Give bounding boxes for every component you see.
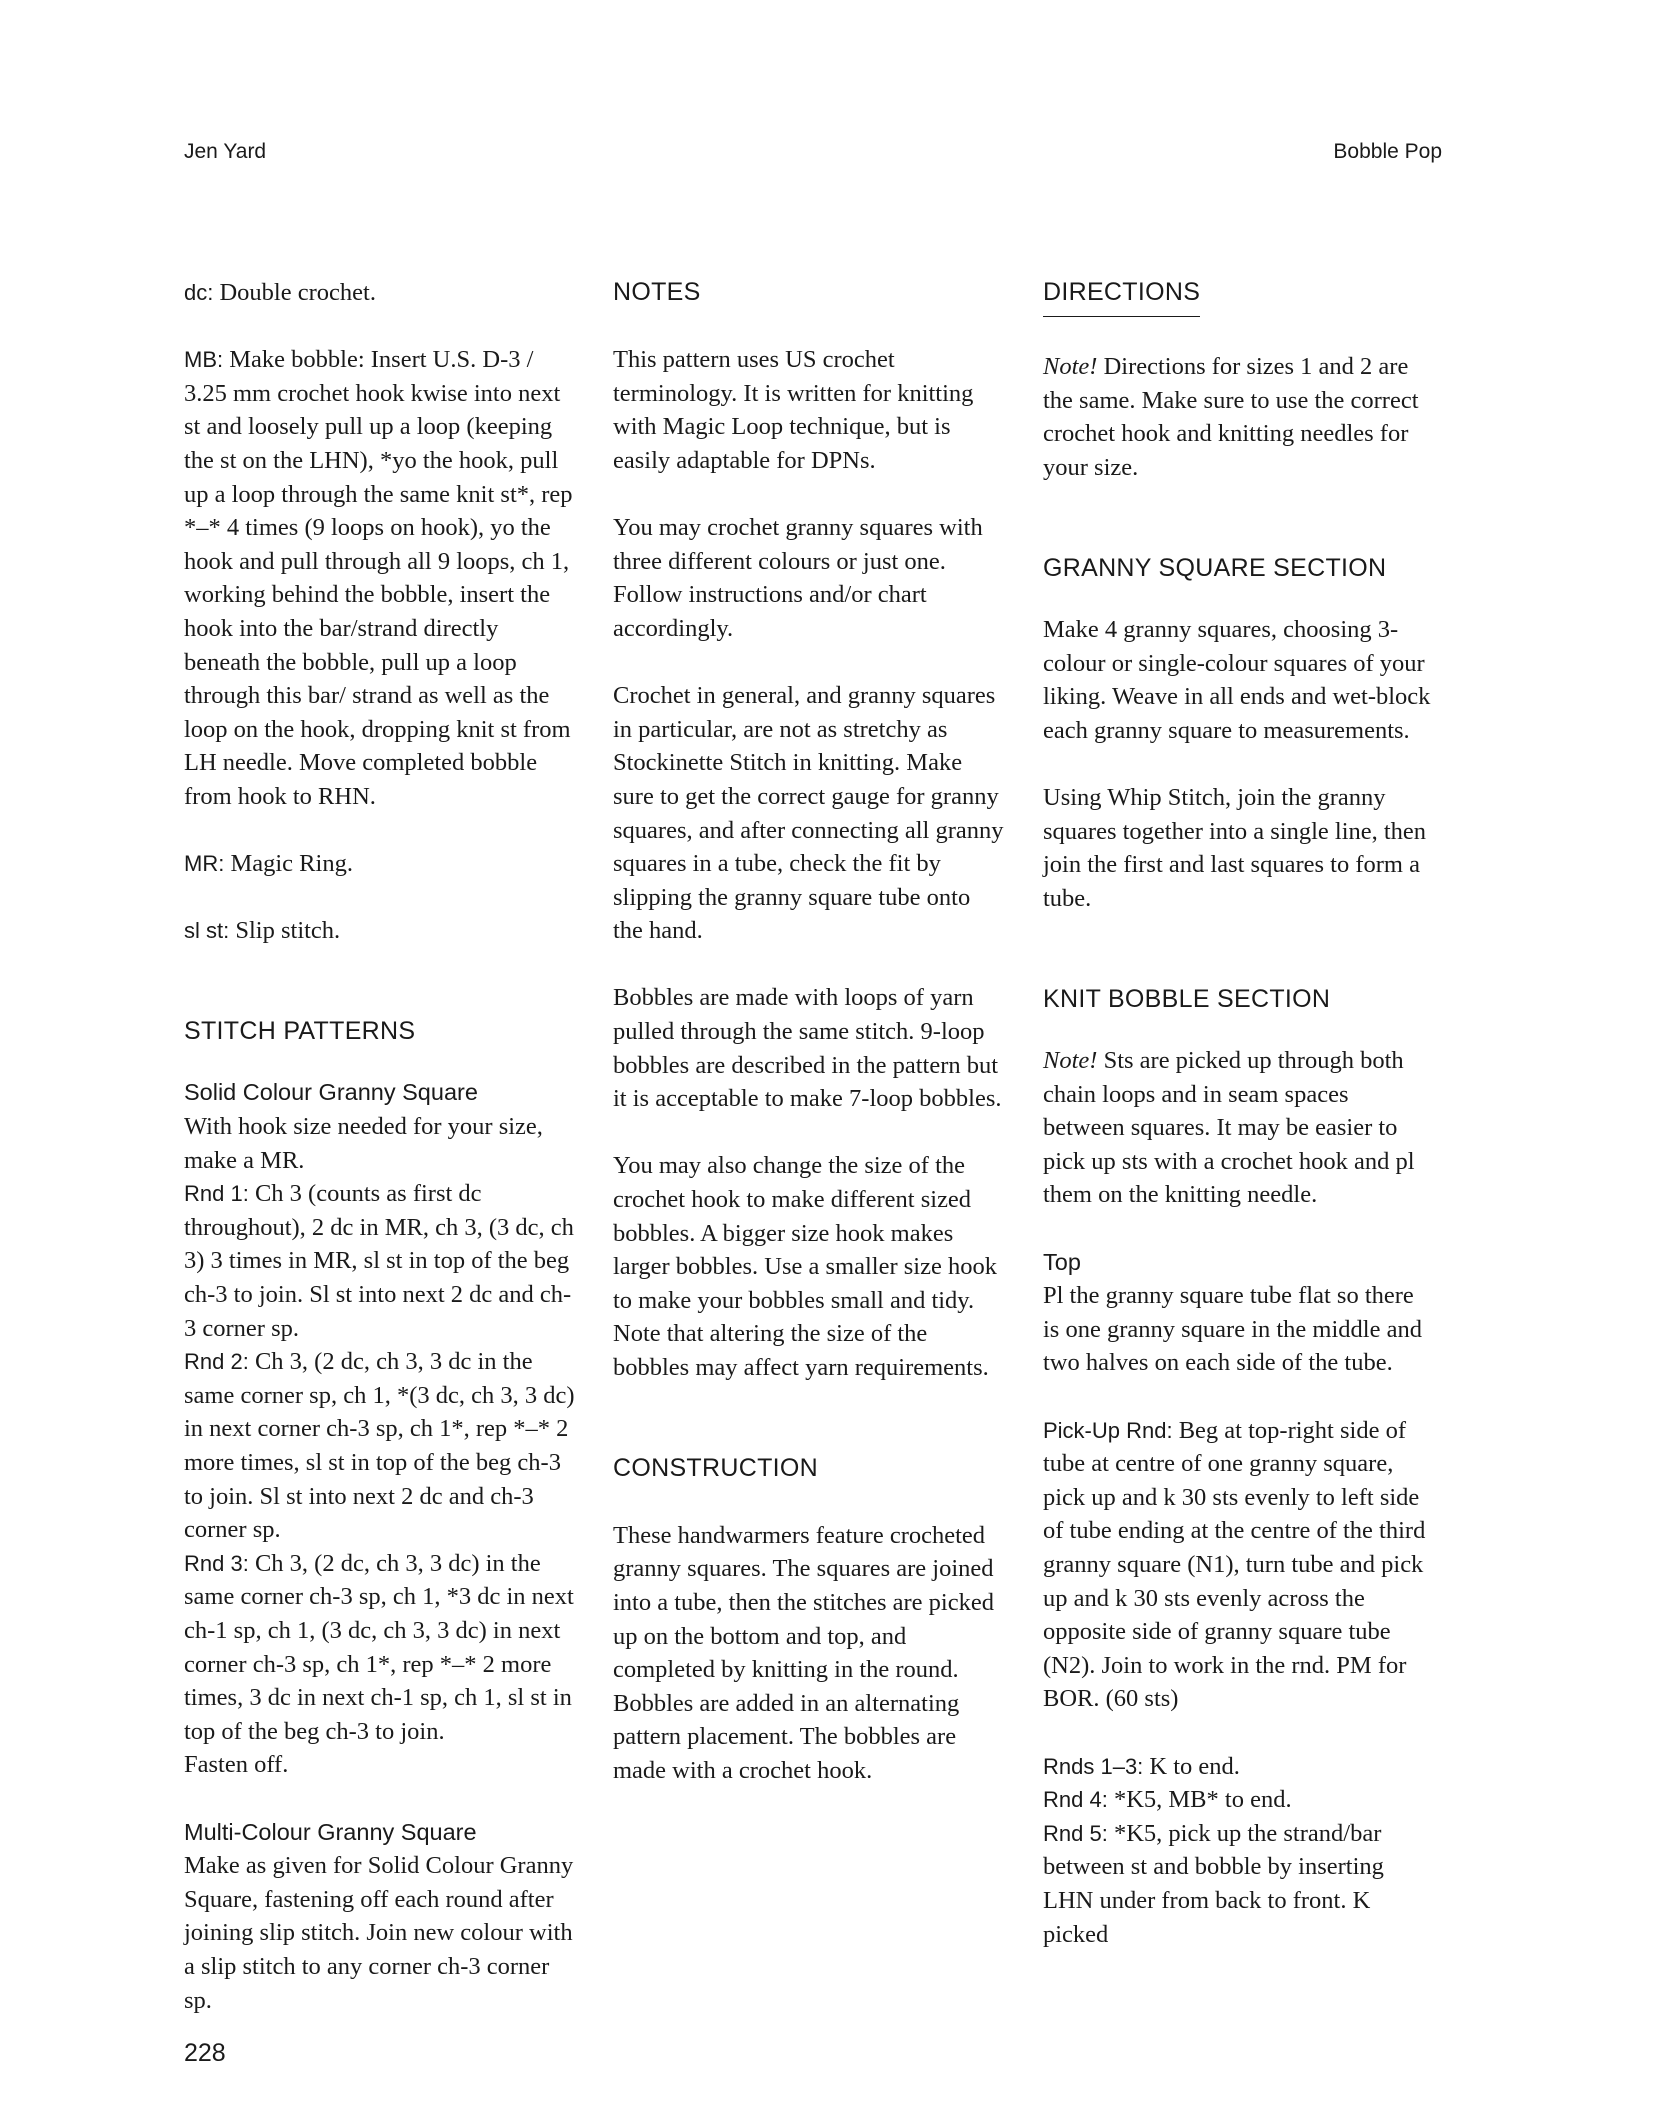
abbrev-term: dc: [184,280,214,305]
abbrev-term: MR: [184,851,225,877]
rnd-label: Rnd 2: [184,1349,249,1375]
rnd-text: Beg at top-right side of tube at centre of one granny square, pick up and k 30 sts evenly to left side of tube ending at the centre of the third granny square (N1), turn tube and pick up and k 30 sts evenly across the opposite side of granny square tube (N2). Join to work in the rnd. PM for BOR. (60 sts) [1043,1416,1426,1713]
rnd-5 [1043,1817,1435,1951]
header-author: Jen Yard [184,140,267,163]
notes-paragraph: You may also change the size of the crochet hook to make different sized bobbles. A bigger size hook makes larger bobbles. Use a smaller size hook to make your bobbles small and tidy. Note that altering the size of the bobbles may affect yarn requirements. [613,1152,997,1381]
notes-paragraph: Crochet in general, and granny squares in particular, are not as stretchy as Stockinette Stitch in knitting. Make sure to get the correct gauge for granny squares, and after connecting all granny squares in a tube, check the fit by slipping the granny square tube onto the hand. [613,682,1004,945]
granny-square-section-heading: GRANNY SQUARE SECTION [1043,553,1387,582]
rnd-text: *K5, MB* to end. [1113,1786,1292,1814]
knit-bobble-note [1043,1044,1435,1212]
multi-colour-heading: Multi-Colour Granny Square [184,1818,477,1845]
note-text: Directions for sizes 1 and 2 are the same. Make sure to use the correct crochet hook and knitting needles for your size. [1043,353,1419,481]
rnd-3 [184,1547,576,1749]
rnd-label: Rnd 4: [1043,1787,1108,1813]
rnd-label: Pick-Up Rnd: [1043,1417,1173,1443]
rnd-4 [1043,1783,1435,1817]
rnds-1-3 [1043,1750,1435,1784]
rnd-2 [184,1345,576,1547]
column-abbreviations-and-stitch-patterns [184,276,576,2017]
rnd-label: Rnd 1: [184,1181,249,1207]
notes-heading: NOTES [613,278,701,306]
abbrev-sl-st [184,914,576,948]
rnd-text: K to end. [1149,1752,1240,1780]
directions-heading: DIRECTIONS [1043,276,1200,317]
directions-note [1043,350,1435,484]
abbrev-mb [184,343,576,813]
top-heading: Top [1043,1248,1081,1275]
construction-text: These handwarmers feature crocheted granny squares. The squares are joined into a tube, then the stitches are picked up on the bottom and top, and completed by knitting in the round. Bobbles are added in an alternating pattern placement. The bobbles are made with a crochet hook. [613,1521,994,1784]
note-label: Note! [1043,353,1098,381]
solid-colour-intro: With hook size needed for your size, make a MR. [184,1113,543,1174]
abbrev-definition: Double crochet. [219,279,376,306]
abbrev-dc [184,276,576,310]
rnd-text: Ch 3 (counts as first dc throughout), 2 dc in MR, ch 3, (3 dc, ch 3) 3 times in MR, sl st in top of the beg ch-3 to join. Sl st into next 2 dc and ch-3 corner sp. [184,1180,574,1342]
pick-up-rnd [1043,1414,1435,1716]
rnd-1 [184,1177,576,1345]
rnd-label: Rnds 1–3: [1043,1753,1144,1779]
page-number: 228 [184,2039,226,2067]
rnd-text: Ch 3, (2 dc, ch 3, 3 dc in the same corner sp, ch 1, *(3 dc, ch 3, 3 dc) in next corner ch-3 sp, ch 1*, rep *–* 2 more times, sl st in top of the beg ch-3 to join. Sl st into next 2 dc and ch-3 corner sp. [184,1348,575,1544]
header-title: Bobble Pop [1333,140,1442,163]
abbrev-term: sl st: [184,918,230,944]
fasten-off: Fasten off. [184,1751,289,1779]
solid-colour-heading: Solid Colour Granny Square [184,1079,478,1106]
rnd-label: Rnd 5: [1043,1820,1108,1846]
rnd-text: Ch 3, (2 dc, ch 3, 3 dc) in the same corner ch-3 sp, ch 1, *3 dc in next ch-1 sp, ch 1, (3 dc, ch 3, 3 dc) in next corner ch-3 sp, ch 1*, rep *–* 2 more times, 3 dc in next ch-1 sp, ch 1, sl st in top of the beg ch-3 to join. [184,1549,574,1745]
abbrev-definition: Make bobble: Insert U.S. D-3 / 3.25 mm crochet hook kwise into next st and loosely pull up a loop (keeping the st on the LHN), *yo the hook, pull up a loop through the same knit st*, rep *–* 4 times (9 loops on hook), yo the hook and pull through all 9 loops, ch 1, working behind the bobble, insert the hook into the bar/strand directly beneath the bobble, pull up a loop through this bar/ strand as well as the loop on the hook, dropping knit st from LH needle. Move completed bobble from hook to RHN. [184,346,573,810]
notes-paragraph: You may crochet granny squares with three different colours or just one. Follow instructions and/or chart accordingly. [613,514,983,642]
abbrev-definition: Slip stitch. [235,917,341,945]
column-directions [1043,276,1435,1951]
note-label: Note! [1043,1047,1098,1075]
rnd-text: *K5, pick up the strand/bar between st and bobble by inserting LHN under from back to front. K picked [1043,1819,1384,1948]
knit-bobble-section-heading: KNIT BOBBLE SECTION [1043,984,1331,1013]
running-header [184,140,1442,164]
granny-paragraph: Using Whip Stitch, join the granny squares together into a single line, then join the first and last squares to form a tube. [1043,784,1427,912]
note-text: Sts are picked up through both chain loops and in seam spaces between squares. It may be easier to pick up sts with a crochet hook and pl them on the knitting needle. [1043,1047,1415,1209]
abbrev-definition: Magic Ring. [230,850,353,878]
notes-paragraph: Bobbles are made with loops of yarn pulled through the same stitch. 9-loop bobbles are described in the pattern but it is acceptable to make 7-loop bobbles. [613,984,1002,1113]
top-text: Pl the granny square tube flat so there is one granny square in the middle and two halves on each side of the tube. [1043,1282,1422,1377]
stitch-patterns-heading: STITCH PATTERNS [184,1016,416,1045]
granny-paragraph: Make 4 granny squares, choosing 3-colour or single-colour squares of your liking. Weave in all ends and wet-block each granny square to measurements. [1043,616,1431,744]
multi-colour-text: Make as given for Solid Colour Granny Square, fastening off each round after joining slip stitch. Join new colour with a slip stitch to any corner ch-3 corner sp. [184,1852,574,2014]
abbrev-mr [184,847,576,881]
abbrev-term: MB: [184,347,224,373]
column-notes-and-construction [613,276,1005,1788]
rnd-label: Rnd 3: [184,1550,249,1576]
construction-heading: CONSTRUCTION [613,1453,818,1482]
notes-paragraph: This pattern uses US crochet terminology. It is written for knitting with Magic Loop technique, but is easily adaptable for DPNs. [613,346,974,474]
